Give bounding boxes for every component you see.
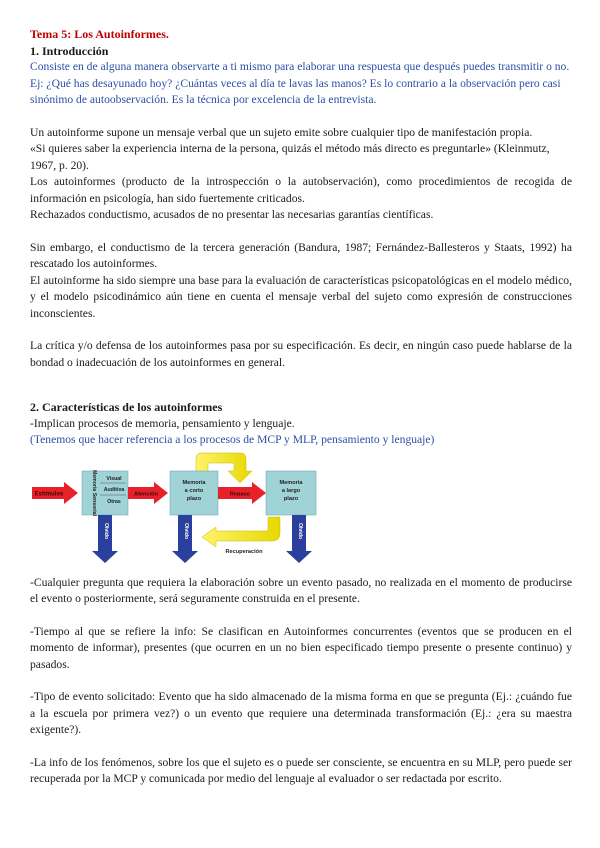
paragraph: -Cualquier pregunta que requiera la elaboración sobre un evento pasado, no realizada en el momento de producirse el evento o posteriormente, será seguramente construida en el presente. (30, 575, 572, 605)
paragraph: Los autoinformes (producto de la introspección o la autobservación), como procedimientos de recogida de información en psicología, han sido fuertemente criticados. (30, 175, 572, 205)
note: (Tenemos que hacer referencia a los procesos de MCP y MLP, pensamiento y lenguaje) (30, 433, 435, 446)
recuperacion-arrow (202, 517, 280, 547)
section-heading-caracteristicas: 2. Características de los autoinformes (30, 400, 223, 414)
memory-diagram-svg (30, 451, 330, 567)
paragraph: -La info de los fenómenos, sobre los que el sujeto es o puede ser consciente, se encuentra en su MLP, pero puede ser recuperada por la MCP y comunicada por medio del lenguaje al evaluador o ser redactada por escrito. (30, 755, 572, 785)
repaso-label: Repaso (229, 491, 251, 497)
olvido-label-3: Olvido (297, 522, 303, 539)
paragraph: -Tipo de evento solicitado: Evento que ha sido almacenado de la misma forma en que se pregunta (Ej.: ¿cuándo fue a la escuela por primera vez?) o un evento que requiere una determinada transformación (Ej.: ¿era su maestra exigente?). (30, 690, 572, 736)
document-title: Tema 5: Los Autoinformes. (30, 27, 169, 41)
olvido-label-1: Olvido (103, 522, 109, 539)
paragraph: Sin embargo, el conductismo de la tercera generación (Bandura, 1987; Fernández-Ballesteros y Staats, 1992) ha rescatado los autoinformes. (30, 240, 572, 270)
paragraph: -Tiempo al que se refiere la info: Se clasifican en Autoinformes concurrentes (eventos que se producen en el momento de informar), presentes (que ocurren en un no bien especificado tiempo presente o presente continuo) y pasados. (30, 624, 572, 671)
paragraph: «Si quieres saber la experiencia interna de la persona, quizás el método más directo es preguntarle» (Kleinmutz, 1967, p. 20). (30, 142, 550, 172)
olvido-label-2: Olvido (183, 522, 189, 539)
paragraph: El autoinforme ha sido siempre una base para la evaluación de características psicopatológicas en el modelo médico, y el modelo psicodinámico aún tiene en cuenta el mensaje verbal del sujeto como expresión de construcciones inconscientes. (30, 273, 572, 320)
auditiva-label: Auditiva (103, 486, 125, 493)
section-heading-introduccion: 1. Introducción (30, 43, 109, 58)
otras-label: Otras (107, 498, 121, 505)
intro-note: Consiste en de alguna manera observarte a ti mismo para elaborar una respuesta que después puedes transmitir o no. Ej: ¿Qué has desayunado hoy? ¿Cuántas veces al día te lavas las manos? Es lo contrario a la observación pero casi sinónimo de autoobservación. Es la técnica por excelencia de la entrevista. (30, 60, 570, 106)
document-page (30, 26, 572, 788)
mlp-label-1: Memoria (279, 479, 303, 486)
mlp-label-2: a largo (281, 487, 301, 494)
atencion-label: Atención (134, 491, 158, 497)
recuperacion-label: Recuperación (225, 548, 263, 555)
paragraph: La crítica y/o defensa de los autoinformes pasa por su especificación. Es decir, en ningún caso puede hablarse de la bondad o inadecuación de los autoinformes en general. (30, 339, 572, 369)
mlp-label-3: plazo (283, 495, 299, 502)
paragraph: Rechazados conductismo, acusados de no presentar las necesarias garantías científicas. (30, 208, 434, 221)
estimulos-label: Estímulos (34, 491, 64, 497)
mcp-label-1: Memoria (182, 479, 206, 486)
memoria-sensorial-label: Memoria Sensorial (91, 469, 97, 516)
mcp-label-3: plazo (186, 495, 202, 502)
paragraph: -Implican procesos de memoria, pensamiento y lenguaje. (30, 416, 295, 430)
memory-model-diagram (30, 451, 572, 567)
paragraph: Un autoinforme supone un mensaje verbal que un sujeto emite sobre cualquier tipo de manifestación propia. (30, 125, 533, 139)
visual-label: Visual (106, 475, 122, 482)
mcp-label-2: a corto (184, 487, 204, 494)
